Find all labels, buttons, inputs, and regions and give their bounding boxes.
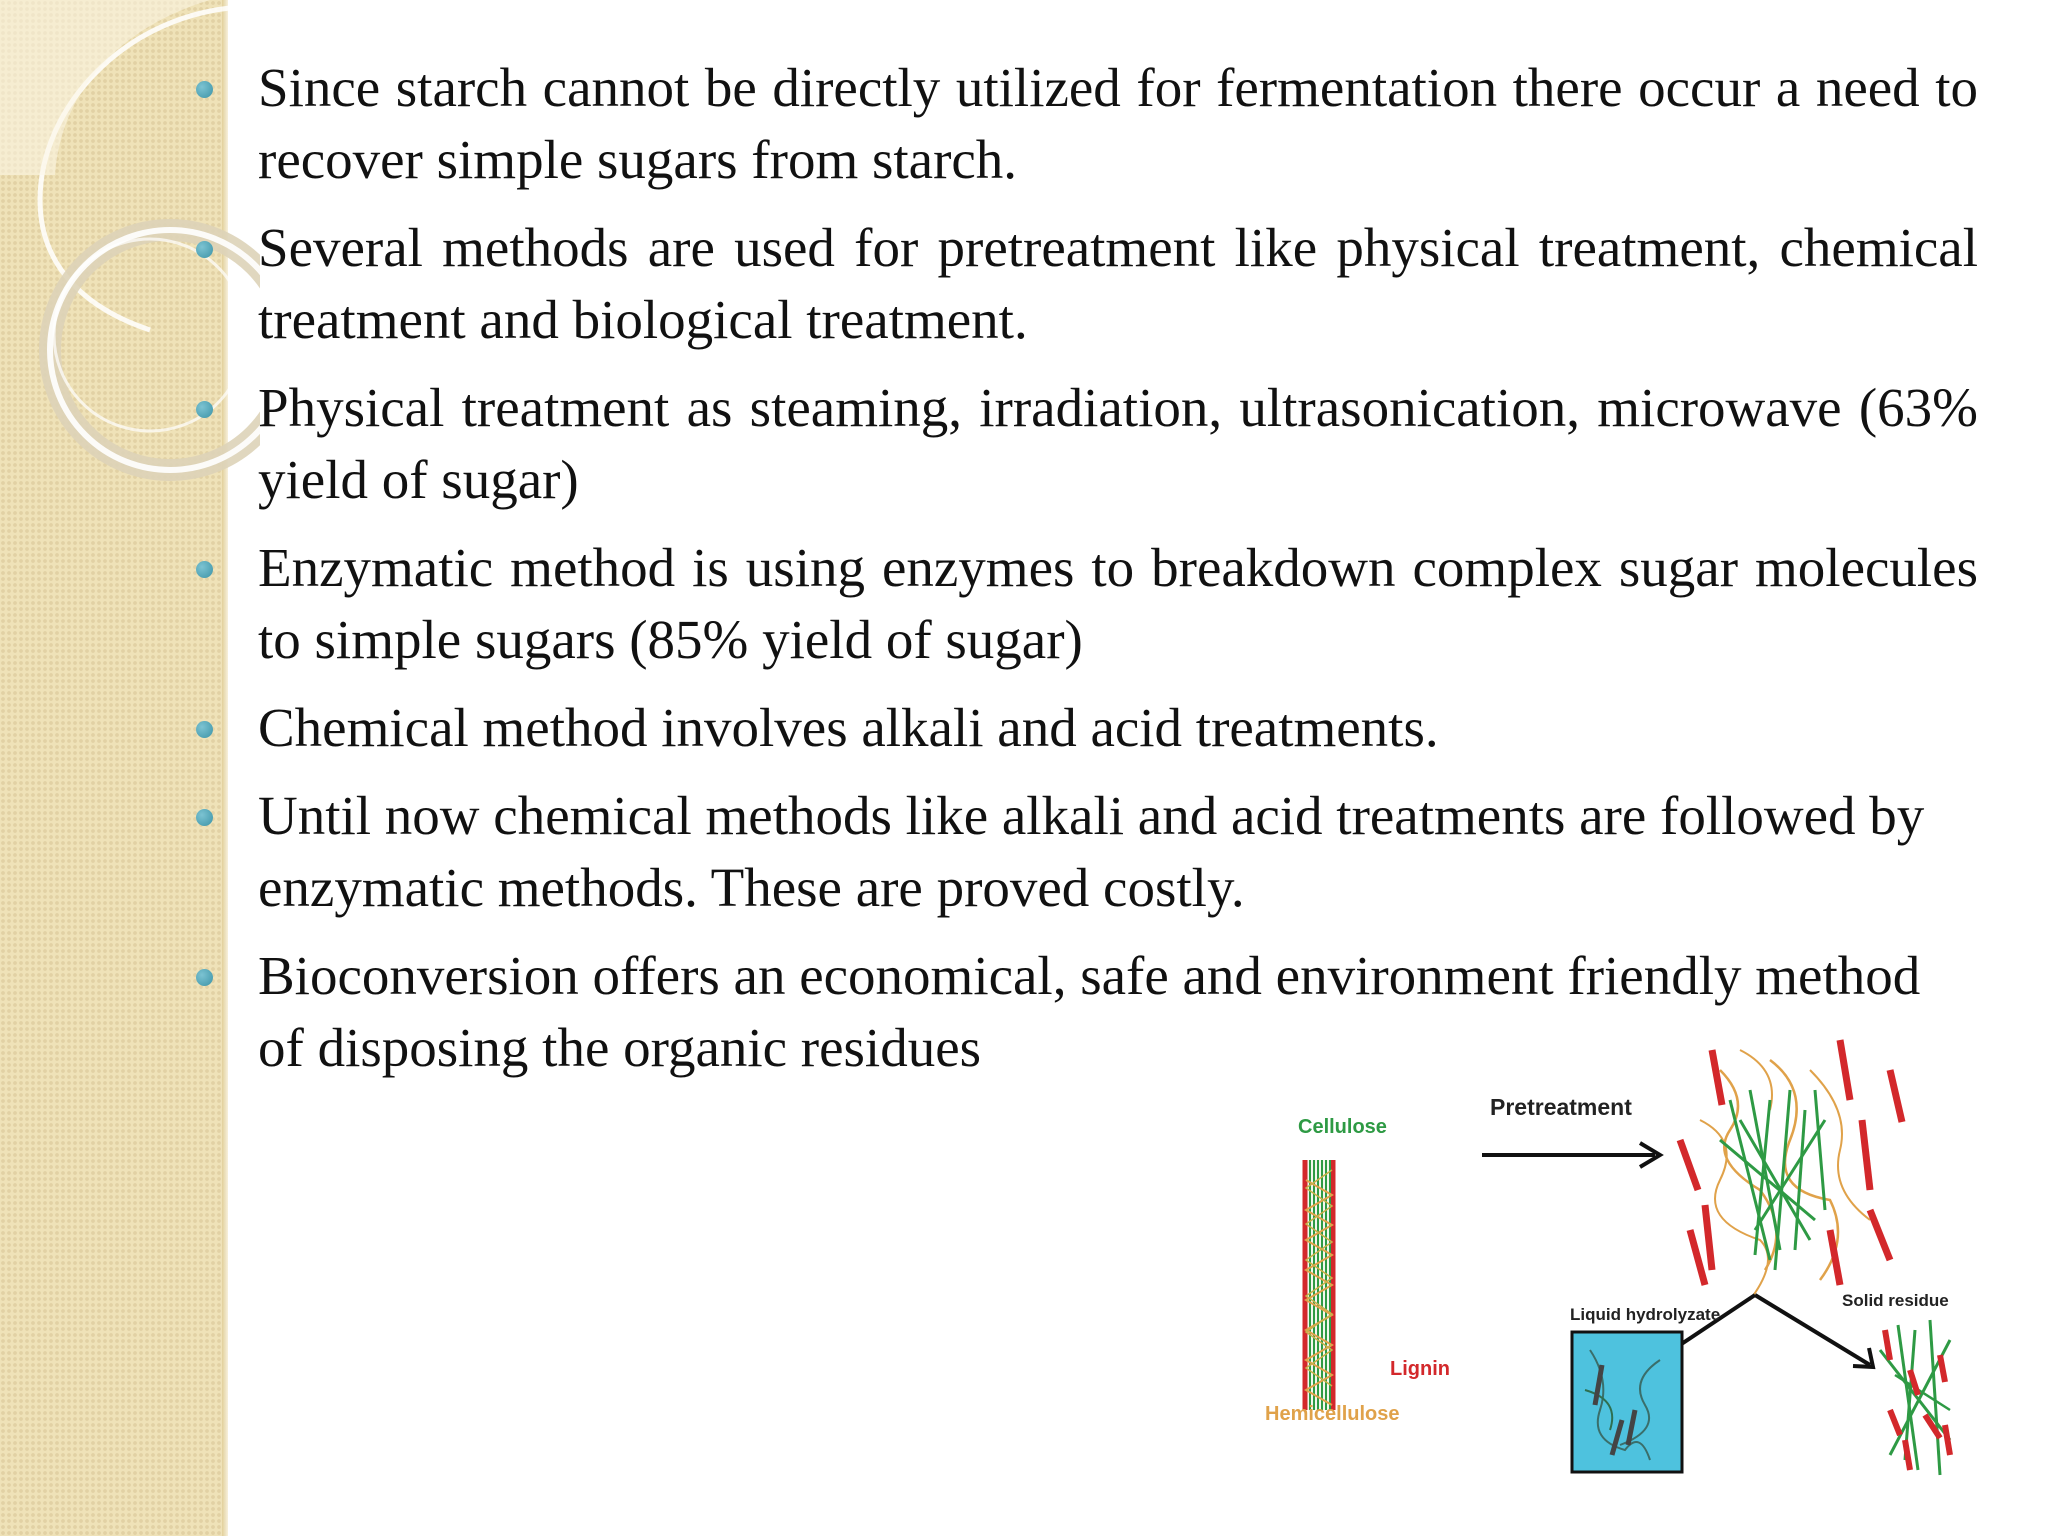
bullet-dot-icon	[196, 241, 213, 258]
bullet-item	[196, 532, 1978, 676]
bullet-list	[196, 52, 1978, 1100]
bullet-text: Several methods are used for pretreatment like physical treatment, chemical treatment and biological treatment.	[258, 217, 1978, 350]
bullet-dot-icon	[196, 809, 213, 826]
bullet-dot-icon	[196, 401, 213, 418]
bullet-text: Until now chemical methods like alkali and acid treatments are followed by enzymatic methods. These are proved costly.	[258, 785, 1925, 918]
cellulose-bundle	[1305, 1160, 1333, 1410]
bullet-text: Bioconversion offers an economical, safe and environment friendly method of disposing the organic residues	[258, 945, 1921, 1078]
liquid-hydrolyzate-label: Liquid hydrolyzate	[1570, 1305, 1721, 1324]
bullet-item	[196, 52, 1978, 196]
pretreated-fibers	[1680, 1040, 1902, 1300]
lignin-label: Lignin	[1390, 1358, 1450, 1380]
bullet-dot-icon	[196, 561, 213, 578]
hemicellulose-label: Hemicellulose	[1265, 1403, 1400, 1425]
bullet-text: Physical treatment as steaming, irradiation, ultrasonication, microwave (63% yield of sugar)	[258, 377, 1978, 510]
bullet-text: Since starch cannot be directly utilized for fermentation there occur a need to recover simple sugars from starch.	[258, 57, 1978, 190]
bullet-text: Enzymatic method is using enzymes to breakdown complex sugar molecules to simple sugars (85% yield of sugar)	[258, 537, 1978, 670]
bullet-item	[196, 372, 1978, 516]
pretreatment-diagram	[1250, 1030, 1990, 1490]
bullet-item	[196, 692, 1978, 764]
bullet-item	[196, 212, 1978, 356]
pretreatment-label: Pretreatment	[1490, 1094, 1632, 1120]
bullet-dot-icon	[196, 969, 213, 986]
solid-residue-label: Solid residue	[1842, 1291, 1949, 1310]
bullet-dot-icon	[196, 81, 213, 98]
bullet-text: Chemical method involves alkali and acid treatments.	[258, 697, 1439, 758]
bullet-dot-icon	[196, 721, 213, 738]
liquid-hydrolyzate-box	[1572, 1332, 1682, 1472]
bullet-item	[196, 780, 1978, 924]
solid-residue-cluster	[1880, 1320, 1950, 1475]
cellulose-label: Cellulose	[1298, 1116, 1387, 1138]
